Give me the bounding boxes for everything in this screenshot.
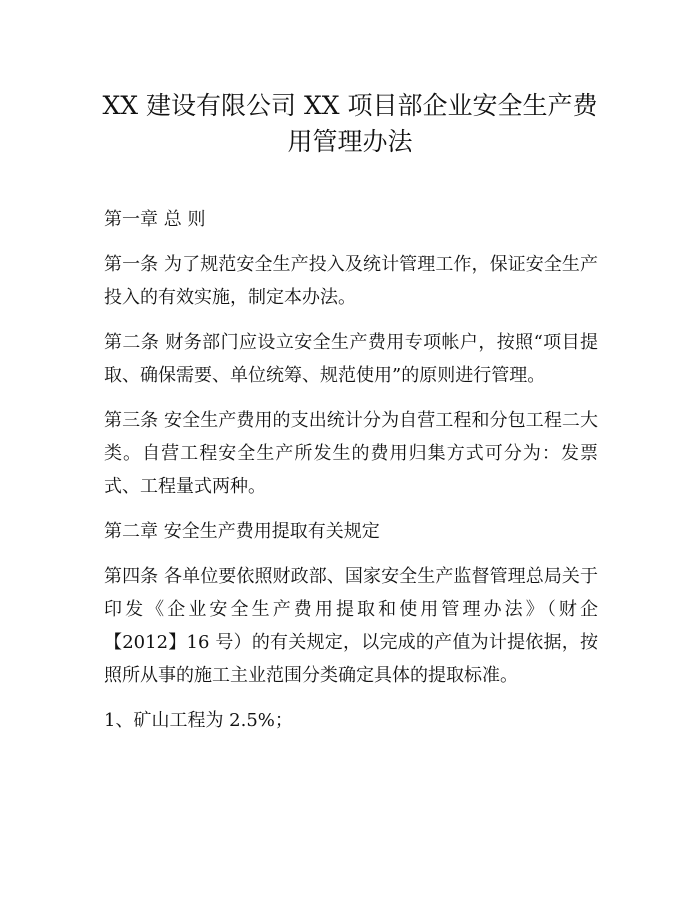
article-paragraph: 第四条 各单位要依照财政部、国家安全生产监督管理总局关于印发《企业安全生产费用提取和使用管理办法》（财企【2012】16 号）的有关规定，以完成的产值为计提依据，按照所从事的施工主业范围分类确定具体的提取标准。: [104, 566, 598, 686]
chapter-heading: 第一章 总 则: [104, 209, 206, 230]
article-paragraph: 第一条 为了规范安全生产投入及统计管理工作，保证安全生产投入的有效实施，制定本办法。: [104, 254, 598, 308]
chapter-heading: 第二章 安全生产费用提取有关规定: [104, 521, 380, 542]
document-body: [104, 203, 598, 749]
list-item: 1、矿山工程为 2.5%；: [104, 710, 293, 731]
document-title: XX 建设有限公司 XX 项目部企业安全生产费用管理办法: [102, 91, 598, 156]
article-paragraph: 第二条 财务部门应设立安全生产费用专项帐户，按照“项目提取、确保需要、单位统筹、规范使用”的原则进行管理。: [104, 332, 598, 386]
article-paragraph: 第三条 安全生产费用的支出统计分为自营工程和分包工程二大类。自营工程安全生产所发生的费用归集方式可分为：发票式、工程量式两种。: [104, 410, 598, 497]
